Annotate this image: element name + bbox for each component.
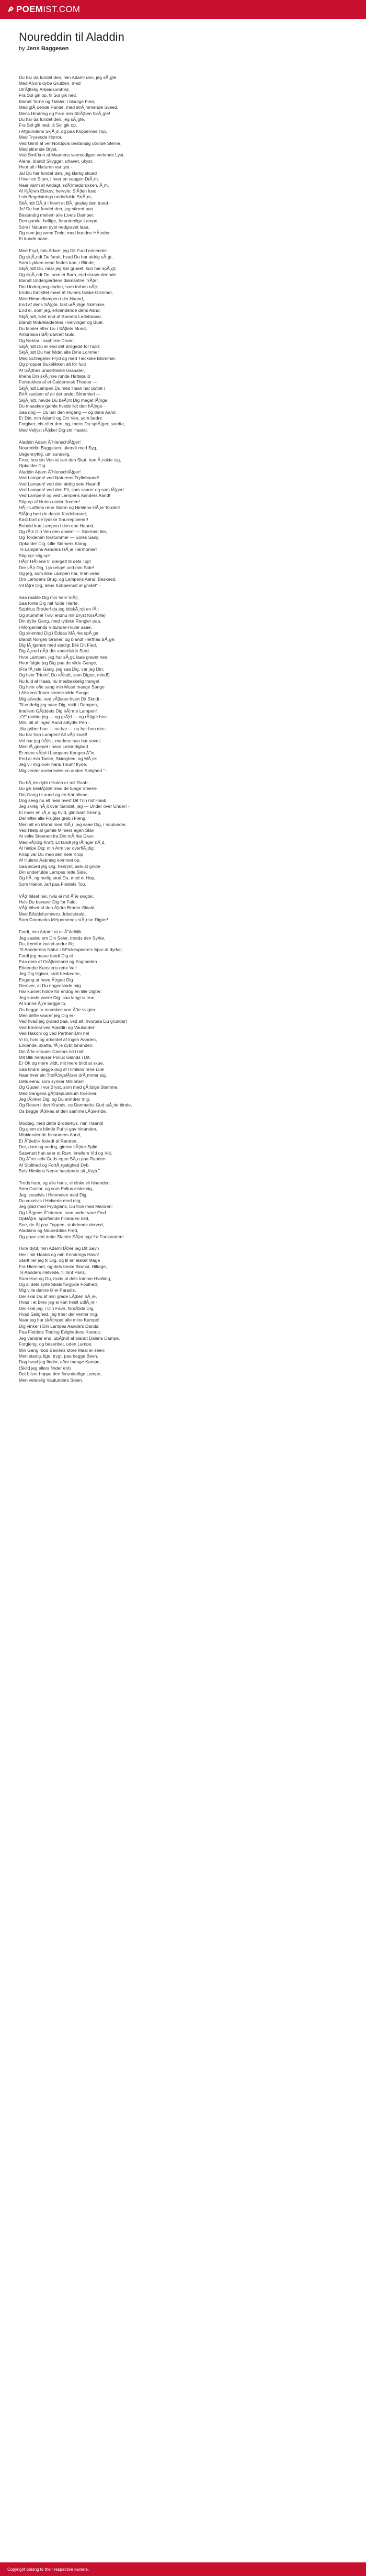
poem-line: Aladdin Adam Ã˜hlenschlÃ¦ger! [19, 469, 81, 474]
poem-line: End al min Tanke, Skidighed, og MÃ¸ie: [19, 756, 97, 761]
poem-line: Stig op af Hulen under Jorden! [19, 499, 80, 504]
poem-line: Hvad Salighed, jeg troer der venter mig, [19, 1312, 98, 1317]
stanza [19, 929, 343, 1114]
poem-line: Vi to, hvis og arbeidet af ingen Aanden, [19, 1036, 97, 1042]
poem-line: Aladdin Adam Ã˜hlenschlÃ¦ger! [19, 439, 81, 445]
poem-line: Som Castor, og som Pollux elske sig, [19, 1186, 93, 1192]
poem-line: Din Gang i Lound og en Kat allene; [19, 792, 89, 797]
poem-title: Noureddin til Aladdin [19, 30, 124, 43]
poem-line: Vel har jeg frÃ¦lst, medens han har sovet; [19, 738, 101, 743]
poem-line: Der skal jeg, i Din Favn, forsÃ¦kle Dig, [19, 1305, 95, 1311]
poem-line: Jeg skreg hÃ¸it over Sandet, jeg — Under over Under! - [19, 804, 130, 809]
poem-line: (Fra fÃ¸rste Gang, jeg saa Dig, var jeg Din; [19, 666, 104, 672]
poem-line: Som Danmarks Melpomenes stÃ¸rste Digter! [19, 917, 108, 923]
poem-line: HÃ¦ir HÃ¦lene til Bierget! til dets Top! [19, 559, 92, 564]
poem-line: Men dette vaarer jeg Dig ei - [19, 1013, 76, 1019]
poem-line: Der, dum og nedrig, gierne sÃ¦tter Splid, [19, 1144, 99, 1150]
poem-line: Som Hun og Du, trods al dets tomme Hvalling, [19, 1275, 111, 1281]
poem-line: Ved Glimt af ver Nordpols bestandig utrolde Sterne, [19, 140, 122, 146]
poem-line: Og rÃ¦k Din Ven den anden! — Stormen tier, [19, 529, 107, 534]
poem-line: Til Lampens Aanders HÃ¸ie Harmonier! [19, 547, 97, 552]
poem-line: Mig ville danne til et Paradis. [19, 1287, 76, 1293]
poem-line: Jeg Dig tilgiver, stolt beskeden, [19, 971, 81, 977]
poem-line: Med vÃ¦ldig Kraft. Et fandt jeg lÃ¦nger nÃ¸d, [19, 839, 106, 845]
logo-text-bold: POEM [16, 4, 43, 14]
poem-line: Et Ã˜deblik forledt af Randen, [19, 1138, 78, 1144]
poem-line: Kast bort de tydske Snurrepiberier! [19, 517, 88, 523]
poem-line: I hver en Slum, i hver en vaagen DrÃ¸m, [19, 176, 99, 182]
poem-line: Og Guden i vor Bryst, som med gÃ¦ldige Stemme, [19, 1084, 119, 1090]
poem-line: Os begge tÃ¦kkes af den samme LÃ¦sernde. [19, 1108, 107, 1114]
poem-line: Den gamle, hellige, forunderlige Lampe, [19, 218, 99, 224]
poem-line: Men vetelelig Vaulunders Steen. [19, 1377, 84, 1383]
copyright-text: Copyright belong to their respective owners. [7, 2567, 89, 2572]
stanza [19, 1246, 343, 1383]
poem-line: I Morgenlands Vidunder-Hiuler saae, [19, 624, 92, 630]
poem-line: Mens Hindring og Fare min StrÃ¦ben forÃ¸gte! [19, 110, 110, 116]
poem-line: Blandt Norges Graner, og blandt Herthas BÃ¸ge; [19, 636, 116, 642]
poem-line: Naar hver sin TrofÃ¦ngslÃ¦ser drÃ¸mmer sig, [19, 1072, 107, 1078]
poem-line: Af GÃ¦thes underfolske Granater, [19, 367, 85, 373]
poem-line: Og hver Triumf, Du vÃ¦ndt, som Digter, mind!) [19, 672, 110, 678]
poem-line: Af KjÃ¦ren Elskov, hervyle, SiÃ¦len lued [19, 188, 97, 194]
poem-line: Bestandig mellem alle Livets Damper: [19, 212, 95, 218]
poem-line: Og skiented Dig i Eddas MÃ¸rke spÃ¸ge [19, 630, 98, 636]
poem-line: Saa skued jeg Dig, henrykt, selv at gnide [19, 863, 100, 869]
poem-line: Noureddin Baggesen, ukendt med Syg, [19, 445, 98, 451]
poem-line: Paa dem af GrÃ¦kenland og Englanden [19, 959, 97, 965]
poem-line: Froe, hos sin Ven at see den Skat, han Ã¸nskte sig, [19, 457, 121, 462]
poem-line: Knap var Du med den hele Krop [19, 851, 83, 857]
poem-line: UtrÃ¦ttelig Arbeidsomhed, [19, 86, 70, 92]
poem-line: Sophius Broder! da jeg tidskÃ¸rdt en fÃ¦l [19, 606, 99, 612]
poem-line: Du famler efter Liv i SÃ¦lets Mund, [19, 325, 87, 331]
poem-line: Saa tindre begge dog af Himlens rene Lue! [19, 1066, 105, 1072]
poem-line: Med Sangens gÃ¦tdepublikum forsoner, [19, 1090, 98, 1096]
poem-line: Dig Ã¸end nÃ¦r det underfulde Sted, [19, 648, 90, 654]
poem-line: Og glem de blinde Puf vi gav hinanden, [19, 1126, 98, 1132]
poem-line: Jeg, veselvis i Himmelen med Dig, [19, 1192, 88, 1197]
poem-line: SkjÃ¸ndt, havde Du beÃ¦nt Dig meget lÃ¦nge, [19, 397, 109, 403]
poem-line: Dog hvad jeg finder, efter mange Kampe, [19, 1359, 101, 1365]
poem-line: Og propper Buxefikken alt for fuld [19, 361, 86, 367]
poem-line: Forkrukkes af et Calderonsk Theater — [19, 379, 98, 385]
poem-line: Ved Lampen! ved den aldrig sete Haand! [19, 481, 100, 487]
poem-line: Her i mit Haabs og min Erindrings Havn! [19, 1251, 99, 1257]
poem-line: Og skjÃ¸ndt Du, som et Barn, end staaer derinde [19, 272, 116, 277]
poem-line: Dets eens, som synker Millioner! [19, 1078, 84, 1084]
poem-line: Saa dog — Du har den engang — og dens Aand [19, 409, 116, 415]
poem-line: Min, alt af ingen Aand adlydte Pen - [19, 720, 90, 726]
poem-line: Jeg lÃ¦nker Dig, og Du erindrer mig; [19, 1096, 90, 1102]
poem-line: Dig fÃ¸lgende med stadigt Blik Dit Fied, [19, 642, 97, 648]
poem-line: Os begge to maaskee vort Ã˜ie svigter; [19, 1007, 97, 1012]
poem-line: Endnu fortryllet meer af Hulens falske Glimmer, [19, 290, 113, 296]
poem-line: Du vexelvis i Helvede med mig; [19, 1198, 82, 1204]
poem-line: Med Fryd, min Adam! jeg Dit Fund erkiender. [19, 248, 108, 254]
poem-line: SkÃ¸ndt DÃ¸d i hvert et BÃ¸lgeslag den trued - [19, 200, 111, 206]
poem-line: Hvor alt i Naturen var tyst - [19, 164, 73, 170]
poem-line: Fra Sol gik op, til Sol gik ned, [19, 93, 77, 98]
poem-line: Hvad i et Brev jeg ei kan heelt udfÃ¸re - [19, 1300, 97, 1305]
stanza [19, 894, 343, 923]
poem-line: Saa tonte Dig mit fulde Hierte, [19, 601, 79, 606]
poem-line: Vil lÃ¦re Dig, dens Kobberrust at gnide!" - [19, 582, 101, 588]
poem-line: Din underfulde Lampes rette Side, [19, 869, 87, 875]
poem-line: Ved Hielp af gamle Mimers egen Stav [19, 828, 94, 833]
poem-line: Fra Sol gik ned, til Sol gik op, [19, 122, 77, 128]
poem-line: Hvis Du bevarer Dig for Fald, [19, 899, 77, 905]
top-bar [0, 0, 366, 19]
poem-line: Opkalder Dig, Lille Stemers Klang, [19, 540, 88, 546]
poem-line: SkjÃ¸ndt, lidet end af Barnets Ledebaand, [19, 313, 102, 319]
poem-line: At velte Steenen fra Din mÃ¸rke Grav: [19, 833, 95, 839]
poem-line: Og skjÃ¸ndt Du fandt, hvad Du har aldrig sÃ¸gt, [19, 254, 113, 259]
poem-line: Fordi jeg maae fandt Dig ei [19, 953, 73, 958]
poem-line: Ambrosia i BÃ¦rdannet Guld, [19, 332, 76, 337]
poem-line: Hvor dybt, min Adam! fÃ¦ler jeg Dit Savn [19, 1246, 99, 1251]
poem-line: Du maaskee gamle hvede lidt den hÃ¦nge - [19, 403, 105, 409]
poem-line: Med Bifaldshymnens Jubelskrald, [19, 911, 86, 917]
poem-line: Opkalder Dig: [19, 463, 47, 469]
poem-line: Miskiendende hinandens Aand, [19, 1132, 82, 1138]
poem-line: Du hÃ¸rte dybt i Hulen er mit Raab - [19, 779, 90, 785]
poem-line: Jeg glad med Frydglans, Du froe med Manden; [19, 1204, 113, 1210]
poem-line: OpklÃ¦re, sparfiende hinanden ned, [19, 1216, 90, 1222]
poem-line: Og som jeg arme Trold, med bundne HÃ¦nder, [19, 230, 111, 235]
poem-line: Jeg vil mig over hans Triumf fryde, [19, 762, 87, 767]
poem-line: Ved Emmat ved Aladdin og Vaulunder! [19, 1024, 96, 1030]
logo-text [16, 4, 80, 15]
poem-line: At kunne Ã¸re begge to, [19, 1001, 66, 1007]
poem-line: Af Hulens Aabning kommet op, [19, 857, 81, 863]
poem-line: Du har da fundet den, jeg sÃ¸gte, [19, 116, 85, 122]
poem-line: Behold kun Lampen i den ene Haand, [19, 523, 95, 528]
poem-line: Om Lampens Brug, og Lampens Aand, Beskeed, [19, 577, 117, 582]
stanza [19, 1180, 343, 1240]
poem-line: Modtag, med dette Broderkys, min Haand! [19, 1120, 104, 1126]
poem-line: Ved Lampen! og ved Lampens Aanders Aand! [19, 493, 110, 499]
poem-line: Imens Din skÃ¸nne runde Hattepuld [19, 374, 90, 379]
poem-line: Blandt Undergierdens diamantne TrÃ¦er, [19, 278, 99, 284]
stanza [19, 595, 343, 774]
poem-line: Dig vinker i Din Lampes Aanders Dands: [19, 1323, 100, 1329]
poem-line: Er Din, min Adam! og Din Ven, som bedre [19, 415, 102, 421]
poem-line: Er Ott og mere vildt, mit mere blidt at skue, [19, 1060, 104, 1066]
stanza [19, 248, 343, 433]
poem-line: End af dens SÃ¦gte, fast urÃ¸rlige Skimmer, [19, 302, 106, 307]
poem-line: Aladdins og Noureddins Fred, [19, 1228, 78, 1234]
poem-line: Ved hvad jeg prated paa, ved alt, hvorpaa Du grunder! [19, 1019, 127, 1024]
poem-line: SkjÃ¸ndt Du har fyldet alle Dine Lommer [19, 349, 99, 355]
poem-line: Stig op! stig op! [19, 552, 50, 558]
poem-line: SkjÃ¸ndt Du, naar jeg har grueet, kun har spÃ¸gt; [19, 266, 117, 272]
poem-line: Mit Blik henlyser Pollux Glands i Dit. [19, 1055, 91, 1060]
poem-line: Er mere vÃ¦rd i Lampens Konges Ã˜ie, [19, 750, 96, 755]
poem-line: Mig allvede, ved vÃ¦lsten hvert Dit Skridt - [19, 696, 102, 702]
poem-line: (Skild jeg ellers finder ent) [19, 1365, 71, 1371]
pen-nib-icon [6, 5, 15, 14]
poem-line: Med stirende Bryst, [19, 146, 58, 152]
poem-line: Og gaae ved dette Slaette SÃ¦nt rygt fra Forstanden! [19, 1234, 124, 1239]
poem-line: Med Alvors dybe Grublen, med [19, 81, 81, 86]
poem-line: I Afgrundens SkjÃ¸d, og paa Klippernes Top, [19, 128, 107, 134]
poem-line: Og Rosen i den Krands, os Danmarks Gud stÃ¸tte binde, [19, 1102, 132, 1108]
poem-line: Ved Smil kun af Maanens veemodigen verlende Lyst, [19, 152, 125, 158]
poem-line: I Alskens Toner stemte vilde Sange [19, 690, 89, 696]
poem-line: Og hvor ofte sang min Muse mange Sange [19, 684, 105, 690]
poem-line: Nu fuld af Haab, nu medbeskelig trange! [19, 678, 99, 684]
poem-line: Og Tordenen forstummer — Soles Sang [19, 535, 99, 540]
poem-line: Til endelig jeg saae Dig, midt i Dampen, [19, 702, 98, 708]
poem-line: Ei kunde naae. [19, 236, 49, 242]
poem-line: Ved Lampen! ved den Pil, som saarer og som lÃ¦ger! [19, 487, 124, 493]
poem-line: Engang at have Ã¦rgret Dig [19, 977, 73, 982]
poem-line: Paa Fieldets Tinding Evighedens Krands; [19, 1329, 101, 1335]
poem-line: Trods ham, og alle hans, vi elske vil hinanden, [19, 1180, 111, 1185]
poem-line: Forgieng, og besenbet, uden Lampe, [19, 1341, 93, 1347]
poem-line: Af Stolthed og FortÃ¸rgelighed Dyb, [19, 1162, 90, 1168]
poem-line: Saa raabte Dig min hele SiÃ¦l, [19, 594, 79, 600]
poem-line: Men alt en Mand med SlÃ¸r, jeg saae Dig, i Vaulunder, [19, 821, 127, 827]
poem-line: Imellem GÃ¦ddets Dig nÃ¦rme Lampen! [19, 708, 97, 714]
author-link[interactable]: Jens Baggesen [26, 46, 69, 52]
poem-line: Men lÃ¸gnepet i hans Letsindighed [19, 744, 88, 750]
poem-line: Men stadig, lige, trygt, paa begge Been, [19, 1353, 98, 1359]
poem-line: Saavnart han seer et Rum, imellem Vid og Vid, [19, 1150, 112, 1156]
poem-line: Som Hakon Jarl paa Fieldets Top. [19, 881, 86, 887]
poem-line: Med Schlegelsk Fryd og med Tieckske Blommer, [19, 355, 116, 361]
poem-line: Naar jeg har skÃ¦mpet alle mine Kampe! [19, 1317, 100, 1323]
logo-text-light: IST.COM [43, 4, 81, 14]
stanza [19, 439, 343, 589]
poem-line: I sin Begeistrings underfulde StrÃ¸m, [19, 194, 92, 200]
footer [0, 2562, 366, 2576]
poem-line: Og jeg, som ikke Lampen har, men veed [19, 570, 100, 576]
poem-line: Naar varm af Andagt, skÃ¦lmeddrukken, Ã¸m, [19, 182, 109, 188]
poem-line: „O!" raabte jeg — og grÃ¦d — og rÃ¦igte hen [19, 714, 107, 720]
poem-line: Erkiendte Kunstens rette Vei! [19, 965, 77, 970]
poem-line: See, de Ã¦ paa Toppen, stubdende derved, [19, 1222, 105, 1227]
poem-body [19, 75, 343, 1383]
poem-line: Alene, blandt Skygger, ufravet, ukyst, [19, 158, 93, 164]
poem-line: Jeg kunde vaere Dig: saa langt vi troe, [19, 995, 96, 1000]
poem-line: Mig venter anderledes en anden Salighed." - [19, 767, 108, 773]
poem-line: Der skal Du af min glade LÃ¦ben hÃ¸re, [19, 1293, 97, 1299]
poem-line: Og Ã˜rer selv Guds egen SÃ¸n paa Randen [19, 1156, 106, 1162]
poem-line: Og stummel Tvivl endnu mit Bryst forsÃ¦rte) [19, 612, 106, 618]
byline [19, 46, 343, 52]
poem-line: Forgiver, eis efter den, og, mens Du sprÃ¦ger, svedte, [19, 421, 125, 427]
stanza [19, 1121, 343, 1174]
poem-content [19, 30, 343, 1389]
poem-line: Ja! Du har fundet den, jeg klarlig skued [19, 170, 97, 176]
stanza [19, 780, 343, 888]
poem-line: End ei, som jeg, erkiendende dens Aand; [19, 308, 101, 313]
poem-line: Og Nektar i saphirne Druer; [19, 337, 74, 343]
poem-line: Ei meer en rÃ¸d og hvid, glinthant Streng, [19, 809, 101, 815]
stanza [19, 75, 343, 242]
poem-line: Med Himmellampen i din Haand, [19, 296, 84, 301]
poem-line: Med Trysende Horror, [19, 134, 63, 140]
poem-line: Med glÃ¸dende Pande, med strÃ¸mmende Sveed, [19, 105, 119, 110]
poem-line: Og al dets sylte Skals forgylde Foulhed, [19, 1281, 98, 1287]
poem-line: Dog seeg nu alt med hvert Dit Trin mit Haab, [19, 797, 108, 803]
poem-line: Der efter alle Frugter greb i Fleng; [19, 816, 87, 821]
poem-line: Har kunnet holde for endog en lille Digter: [19, 989, 102, 995]
poem-line: Og hÃ¸ og herlig stod Du, med et Hop, [19, 875, 96, 881]
poem-line: Det bliver hoppe den forunderlige Lampe, [19, 1371, 102, 1377]
poem-line: Ved Lampen! ved Naturens Tryllebaand! [19, 475, 99, 481]
poem-line: Fordi, min Adam! at er Ã˜delblik [19, 929, 82, 935]
poem-line: SlÃ¦ng bort de dansk Kiedebaand; [19, 511, 87, 516]
poem-line: „Nu griber han — nu har — nu har han den - [19, 726, 108, 731]
poem-line: Min Gang mod Baviens store Maal er seen; [19, 1347, 106, 1353]
poem-line: Uegennyttig, umisundelig, [19, 451, 71, 457]
poem-line: Ved Hakonl og ved Parthen!Dn! ne! [19, 1031, 89, 1036]
poem-line: Du har da fundet den, min Adam! den, jeg sÃ¸gte [19, 75, 117, 80]
poem-line: Med Vellyst rÃ¦kker Dig sin Haand. [19, 427, 88, 433]
poem-line: Ja! Du har fundet den, jeg stirred paa [19, 206, 93, 212]
poem-line: Erkiende, skatte, fÃ¸le dybt hinanden: [19, 1043, 94, 1048]
byline-prefix: by [19, 46, 25, 52]
poem-line: Hvor Lampen, jeg har sÃ¸gt, laae gravet ned; [19, 654, 109, 660]
poem-line: Blandt Middelalderens Hvelvinger og Buer, [19, 320, 104, 325]
poem-line: Starlt lier jeg til Dig, og til en elsket Mage [19, 1258, 100, 1263]
poem-line: Jeg saaled om Din Seier, troeds den Syrke, [19, 935, 106, 941]
poem-line: Du gik beslÃ¦stet med de tunge Steene [19, 786, 97, 792]
poem-line: Hvor fulgte jeg Dig paa de vilde Gange, [19, 660, 98, 666]
poem-line: Du, fremfor lovind andre fik; [19, 941, 74, 946]
poem-line: Og LÃ¦gens Ã˜rdenen, som under vore Fied [19, 1210, 106, 1215]
poem-line: SkjÃ¸ndt Lampen Du med Haan har puttet i [19, 385, 105, 391]
poem-line: SkjÃ¸ndt Du er end det Brogede for huld; [19, 343, 100, 349]
poem-line: At hielpe Dig; min Arm var overflÃ¸dig: [19, 845, 95, 851]
poem-line: Som Lykken eene findes kan, i Blinde; [19, 260, 95, 266]
poem-line: HÃ¸r Luftens rene Storm og Himlens HÃ¸ie Torden! [19, 505, 120, 511]
poem-line: Jeg vandrer end, ubÃ¦ndt af blandt Dalens Dampe, [19, 1335, 120, 1341]
site-logo[interactable] [0, 4, 80, 15]
poem-line: Fra Hiemmet, og dets beste Blomst, Hiltage, [19, 1263, 107, 1269]
poem-line: VÃ¦r hilset af den Ã¦ldre Broder-Skiald, [19, 905, 96, 911]
poem-line: Der vÃ¦r Dig, Lykkelige! ved min Side! [19, 564, 94, 570]
poem-line: Nu har han Lampen! Alt vÃ¦r lovet! [19, 732, 87, 738]
poem-line: VÃ¦r hilset her, hvis ei mit Ã˜ie svigter, [19, 893, 94, 899]
poem-line: Selv Himlens Nerve havdende sit „Kryb." [19, 1168, 100, 1173]
poem-line: Til Aanders Helvede, til hint Paris, [19, 1270, 86, 1275]
poem-line: Som i Naturen dybt nedgravet laae, [19, 224, 90, 230]
poem-line: BriÃ¦sselsen af alt det andet Skramleri — [19, 391, 101, 397]
poem-line: Derover, at Du nogensinde mig [19, 982, 81, 988]
poem-line: Din dybe Gang, med tydske Rangler paa, [19, 618, 101, 624]
poem-line: Din Ã˜le strauler Castors Ild i mit; [19, 1048, 85, 1054]
poem-line: Din Undergang endnu, som forhen nÃ¦r; [19, 284, 99, 289]
poem-line: Blandt Torne og Tidsler, i blodige Fied, [19, 98, 95, 104]
poem-line: Til Aanderens Natur i SPickespeare's Spor at dyrke; [19, 947, 122, 953]
